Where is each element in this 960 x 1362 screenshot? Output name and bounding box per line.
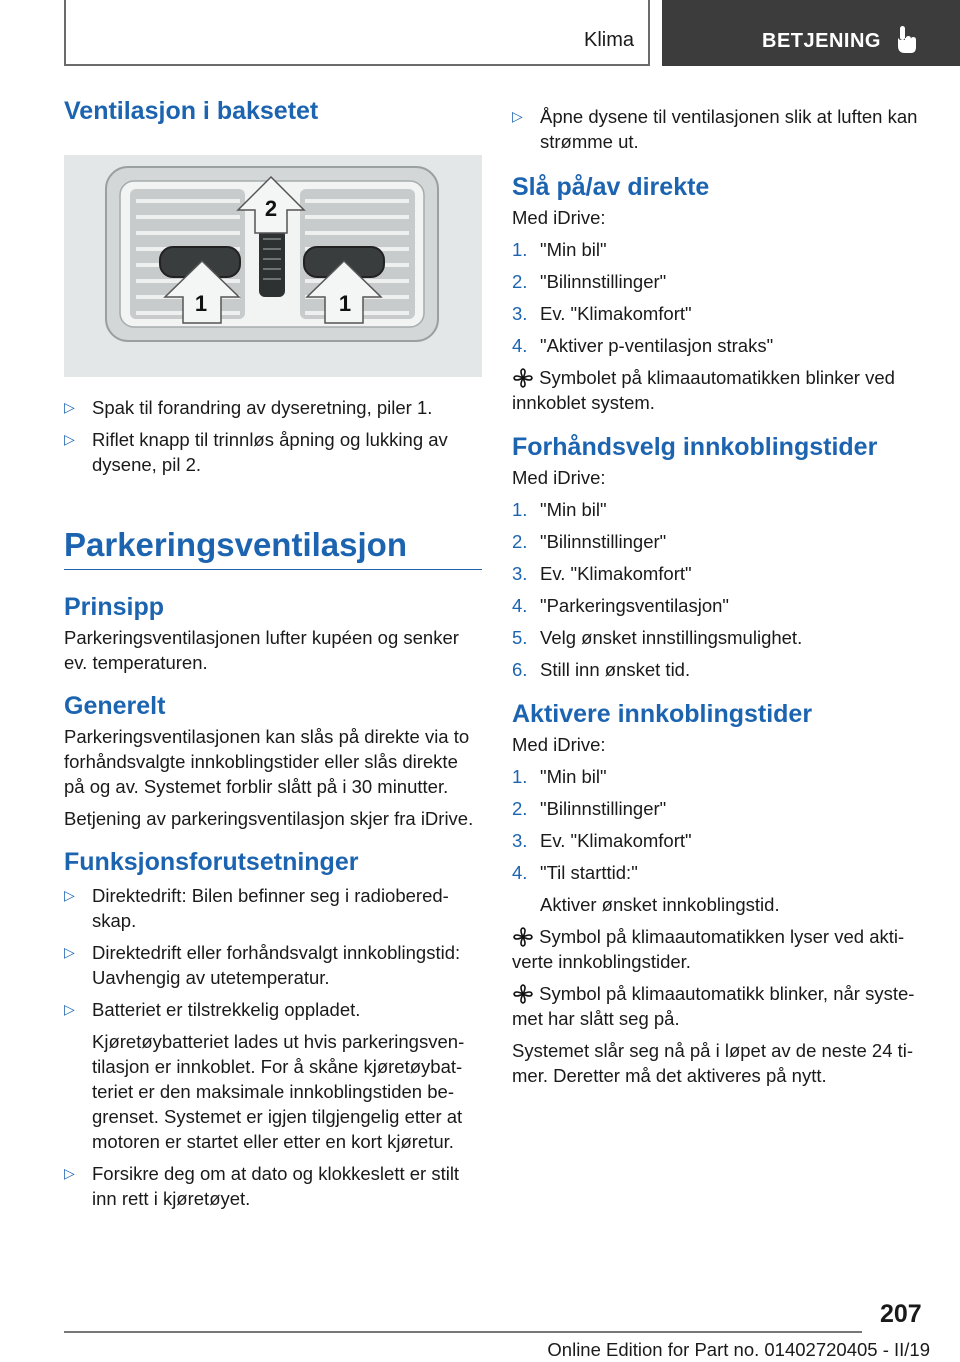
idrive-label: Med iDrive: xyxy=(512,207,606,228)
bullet-text: Direktedrift: Bilen befinner seg i radioberedskap. xyxy=(92,885,449,931)
bullet-text: Åpne dysene til ventilasjonen slik at luften kan strømme ut. xyxy=(540,106,918,152)
triangle-bullet-icon: ▷ xyxy=(64,399,75,415)
step: 3. Ev. "Klimakomfort" xyxy=(512,830,692,851)
prereq-item-2 xyxy=(64,940,482,990)
heading-rear-ventilation: Ventilasjon i baksetet xyxy=(64,97,319,125)
prereq-item-4 xyxy=(64,1161,482,1211)
step: 4. "Aktiver p-ventilasjon straks" xyxy=(512,335,774,356)
step: 1. "Min bil" xyxy=(512,766,607,787)
bullet-lever xyxy=(64,395,482,420)
step: 1. "Min bil" xyxy=(512,239,607,260)
activate-steps xyxy=(512,764,932,917)
idrive-label: Med iDrive: xyxy=(512,734,606,755)
step: 4. "Parkeringsventilasjon" xyxy=(512,595,729,616)
bullet-text: Batteriet er tilstrekkelig oppladet. xyxy=(92,999,361,1020)
right-column xyxy=(512,96,932,1088)
heading-preselect-times: Forhåndsvelg innkoblingstider xyxy=(512,433,878,461)
rear-vent-figure xyxy=(64,155,482,377)
bullet-text: Forsikre deg om at dato og klokkeslett er stilt inn rett i kjøretøyet. xyxy=(92,1163,460,1209)
bullet-text: Riflet knapp til trinnløs åpning og lukking av dysene, pil 2. xyxy=(92,429,448,475)
figure-label-1-left: 1 xyxy=(194,291,208,316)
step: 4. "Til starttid:" Aktiver ønsket innkoblingstid. xyxy=(512,860,932,917)
figure-label-2: 2 xyxy=(264,196,278,221)
activate-paragraph: Systemet slår seg nå på i løpet av de neste 24 timer. Deretter må det aktiveres på nytt. xyxy=(512,1040,914,1086)
step-sub-text: Aktiver ønsket innkoblingstid. xyxy=(540,894,780,915)
step: 3. Ev. "Klimakomfort" xyxy=(512,563,692,584)
edition-text: Online Edition for Part no. 01402720405 - II/19 xyxy=(547,1339,930,1360)
activate-note-2: Symbol på klimaautomatikk blinker, når systemet har slått seg på. xyxy=(512,983,915,1029)
triangle-bullet-icon: ▷ xyxy=(64,1165,75,1181)
prereq-item-1 xyxy=(64,883,482,933)
heading-prerequisites: Funksjonsforutsetninger xyxy=(64,848,359,876)
header-section-title: Klima xyxy=(583,29,634,51)
heading-activate-times: Aktivere innkoblingstider xyxy=(512,700,813,728)
switch-note: Symbolet på klimaautomatikken blinker ved innkoblet system. xyxy=(512,367,895,413)
bullet-open-vents xyxy=(512,104,932,154)
footer-divider xyxy=(64,1331,862,1333)
header-chapter-title: BETJENING xyxy=(762,30,881,52)
left-column xyxy=(64,96,482,1211)
step: 2. "Bilinnstillinger" xyxy=(512,531,667,552)
activate-note-1: Symbol på klimaautomatikken lyser ved aktiverte innkoblingstider. xyxy=(512,926,905,972)
preselect-steps xyxy=(512,497,932,682)
fan-icon xyxy=(512,984,534,1004)
step: 5. Velg ønsket innstillingsmulighet. xyxy=(512,627,803,648)
triangle-bullet-icon: ▷ xyxy=(64,431,75,447)
step: 2. "Bilinnstillinger" xyxy=(512,271,667,292)
step: 3. Ev. "Klimakomfort" xyxy=(512,303,692,324)
step: 6. Still inn ønsket tid. xyxy=(512,659,691,680)
fan-icon xyxy=(512,927,534,947)
triangle-bullet-icon: ▷ xyxy=(64,944,75,960)
battery-note: Kjøretøybatteriet lades ut hvis parkeringsventilasjon er innkoblet. For å skåne kjøretøybatteriet er den maksimale innkoblingstiden begrenset. Systemet er igjen tilgjengelig etter at motoren er startet eller etter en kort kjøretur. xyxy=(92,1031,465,1152)
general-text-1: Parkeringsventilasjonen kan slås på direkte via to forhåndsvalgte innkoblingstider eller slås direkte på og av. Systemet forblir slått på i 30 minutter. xyxy=(64,726,470,797)
header-section-box xyxy=(64,0,650,66)
hand-pointer-icon xyxy=(894,26,918,54)
general-text-2: Betjening av parkeringsventilasjon skjer fra iDrive. xyxy=(64,808,474,829)
bullet-text: Spak til forandring av dyseretning, piler 1. xyxy=(92,397,433,418)
triangle-bullet-icon: ▷ xyxy=(512,108,523,124)
bullet-knob xyxy=(64,427,482,477)
heading-switch-direct: Slå på/av direkte xyxy=(512,173,710,201)
triangle-bullet-icon: ▷ xyxy=(64,1001,75,1017)
bullet-text: Direktedrift eller forhåndsvalgt innkoblingstid: Uavhengig av utetemperatur. xyxy=(92,942,461,988)
principle-text: Parkeringsventilasjonen lufter kupéen og senker ev. temperaturen. xyxy=(64,627,459,673)
page-number: 207 xyxy=(880,1300,922,1328)
heading-principle: Prinsipp xyxy=(64,593,165,621)
heading-parking-ventilation: Parkeringsventilasjon xyxy=(64,525,482,570)
switch-steps xyxy=(512,237,932,358)
step: 2. "Bilinnstillinger" xyxy=(512,798,667,819)
rear-vent-illustration xyxy=(64,155,482,377)
prereq-item-3 xyxy=(64,997,482,1154)
triangle-bullet-icon: ▷ xyxy=(64,887,75,903)
fan-icon xyxy=(512,368,534,388)
figure-label-1-right: 1 xyxy=(338,291,352,316)
idrive-label: Med iDrive: xyxy=(512,467,606,488)
heading-general: Generelt xyxy=(64,692,166,720)
step: 1. "Min bil" xyxy=(512,499,607,520)
